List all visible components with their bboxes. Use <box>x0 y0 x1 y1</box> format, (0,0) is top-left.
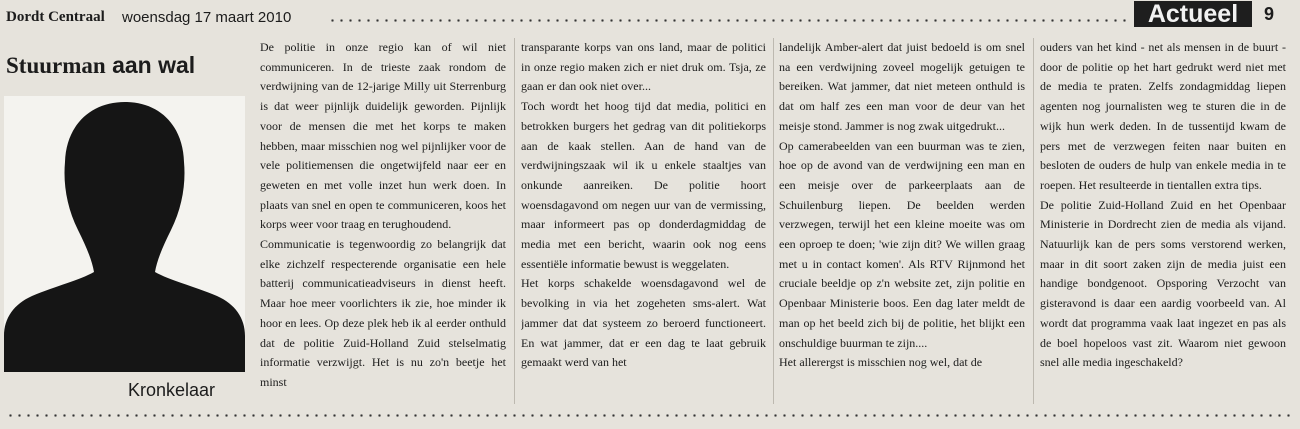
article-column-1 <box>260 38 506 404</box>
column-rule <box>514 38 515 404</box>
page-number: 9 <box>1264 4 1275 24</box>
paragraph: Communicatie is tegenwoordig zo belangrijk dat elke zichzelf respecterende organisatie een hele batterij communicatieadviseurs in dienst heeft. Maar hoe meer voorlichters ik zie, hoe minder ik hoor en lees. Op deze plek heb ik al eerder onthuld dat de politie Zuid-Holland Zuid stelselmatig informatie verzwijgt. Het is nu zo'n beetje het minst <box>260 237 506 389</box>
dotted-divider-top <box>328 19 1128 22</box>
article-column-3 <box>779 38 1025 404</box>
author-name: Kronkelaar <box>128 380 216 400</box>
paragraph: ouders van het kind - net als mensen in de buurt - door de politie op het hart gedrukt werd niet met de media te praten. Zelfs zondagmiddag liepen agenten nog journalisten weg te sturen die in de wijk hun werk deden. In de tussentijd kwam de pers met de verzwegen feiten naar buiten en besloten de ouders de hulp van enkele media in te roepen. Het resulteerde in tientallen extra tips. <box>1040 40 1286 192</box>
article-column-2 <box>521 38 766 404</box>
paragraph: Toch wordt het hoog tijd dat media, politici en betrokken burgers het gedrag van dit politiekorps aan de kaak stellen. Aan de hand van de verdwijningszaak wil ik u enkele staaltjes van onkunde aanreiken. De politie hoort woensdagavond om negen uur van de vermissing, maar informeert pas op donderdagmiddag de media met een bericht, waarin ook nog eens essentiële informatie bewust is weggelaten. <box>521 99 766 271</box>
newspaper-name: Dordt Centraal <box>6 9 105 25</box>
paragraph: Het korps schakelde woensdagavond wel de bevolking in via het zogeheten sms-alert. Wat jammer dat dat systeem zo beroerd functioneert. En wat jammer, dat er een dag te laat gebruik gemaakt werd van het <box>521 276 766 370</box>
column-rule <box>1033 38 1034 404</box>
paragraph: De politie in onze regio kan of wil niet communiceren. In de trieste zaak rondom de verdwijning van de 12-jarige Milly uit Sterrenburg is dat weer pijnlijk duidelijk geworden. Pijnlijk voor de mensen die met het korps te maken hebben, maar misschien nog wel pijnlijker voor de vele politiemensen die ongetwijfeld naar eer en geweten en met volle inzet hun werk doen. In plaats van snel en open te communiceren, koos het korps weer voor traag en terughoudend. <box>260 40 506 232</box>
paragraph: Het allerergst is misschien nog wel, dat de <box>779 355 983 370</box>
column-rule <box>773 38 774 404</box>
dotted-divider-bottom <box>6 414 1294 417</box>
article-title <box>6 52 195 79</box>
paragraph: transparante korps van ons land, maar de politici in onze regio maken zich er niet druk om. Tsja, ze gaan er dan ook niet over... <box>521 40 766 94</box>
paragraph: De politie Zuid-Holland Zuid en het Openbaar Ministerie in Dordrecht zien de media als vijand. Natuurlijk kan de pers soms verstorend werken, maar in dit soort zaken zijn de media juist een handige bondgenoot. Opsporing Verzocht van gisteravond is daar een aardig voorbeeld van. Al wordt dat programma vaak laat ingezet en pas als de boel hopeloos vast zit. Waarom niet gewoon snel alle media ingeschakeld? <box>1040 197 1286 370</box>
article-title-part2: aan wal <box>105 52 196 78</box>
author-silhouette-image <box>4 96 245 372</box>
article-title-part1: Stuurman <box>6 53 106 78</box>
paragraph: Op camerabeelden van een buurman was te zien, hoe op de avond van de verdwijning een man en een meisje over de parkeerplaats aan de Schuilenburg liepen. De beelden werden verzwegen, terwijl het een kleine moeite was om een oproep te doen; 'wie zijn dit? We willen graag met u in contact komen'. Als RTV Rijnmond het cruciale beeldje op z'n website zet, zijn politie en Openbaar Ministerie boos. Een dag later meldt de man op het beeld zich bij de politie, het blijkt een onschuldige buurman te zijn.... <box>779 138 1025 350</box>
section-label: Actueel <box>1134 1 1252 27</box>
silhouette-icon <box>4 96 245 372</box>
page-header <box>0 0 1300 30</box>
article-column-4 <box>1040 38 1286 404</box>
paragraph: landelijk Amber-alert dat juist bedoeld is om snel na een verdwijning zoveel mogelijk getuigen te bereiken. Wat jammer, dat niet meteen onthuld is dat om half zes een man voor de deur van het meisje stond. Jammer is nog zwak uitgedrukt... <box>779 40 1025 133</box>
issue-date: woensdag 17 maart 2010 <box>122 9 292 26</box>
